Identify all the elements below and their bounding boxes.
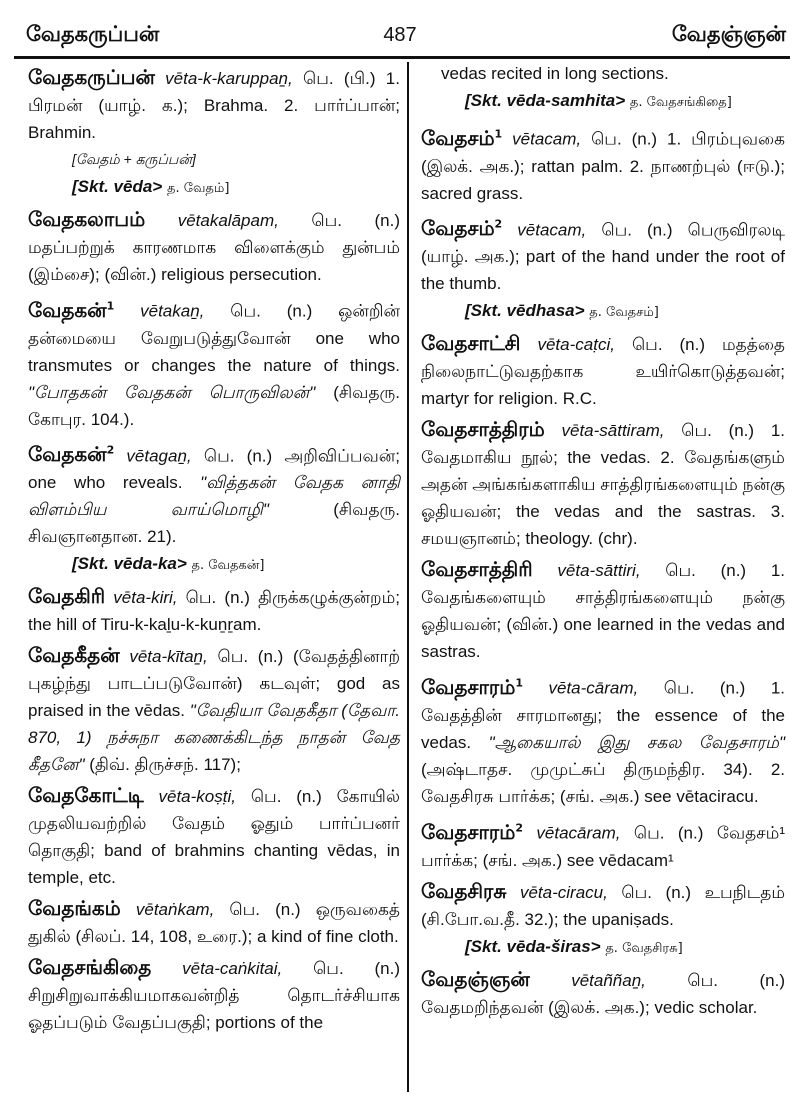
homonym-number: 2 bbox=[106, 443, 115, 457]
transliteration: vētakaṉ, bbox=[140, 301, 205, 321]
part-of-speech: பெ. (n.) bbox=[250, 787, 322, 807]
derivation-text: [வேதம் + கருப்பன்] bbox=[72, 151, 196, 167]
transliteration: vēta-kiri, bbox=[113, 588, 178, 608]
part-of-speech: பெ. (n.) bbox=[203, 446, 273, 466]
transliteration: vēta-sāttiram, bbox=[561, 421, 665, 441]
headword: வேதசாத்திரம் bbox=[421, 417, 545, 442]
etymology-source: [Skt. vēda-samhita> bbox=[465, 91, 626, 110]
citation-source: (சிவதரு. கோபுர. 104.). bbox=[28, 382, 400, 429]
derivation-note bbox=[28, 146, 400, 173]
definition: திருக்கழுக்குன்றம்; the hill of Tiru-k-kaḻu-k-kuṉṟam. bbox=[28, 588, 400, 635]
headword: வேதஞ்ஞன் bbox=[421, 966, 530, 991]
headword: வேதசாத்திரி bbox=[421, 557, 533, 582]
running-head-left: வேதகருப்பன் bbox=[26, 22, 160, 46]
etymology-source: [Skt. vēda> bbox=[72, 177, 163, 196]
homonym-number: 1 bbox=[106, 299, 115, 312]
dictionary-entry bbox=[421, 120, 785, 207]
headword: வேதசாரம்$^1$ bbox=[421, 674, 523, 699]
part-of-speech: பெ. (n.) bbox=[591, 129, 658, 149]
continuation-text: vedas recited in long sections. bbox=[441, 64, 669, 83]
headword: வேதசாட்சி bbox=[421, 331, 521, 356]
headword: வேதசாரம்$^2$ bbox=[421, 819, 523, 844]
definition: உபநிடதம் (சி.போ.வ.தீ. 32.); the upaniṣads. bbox=[421, 882, 786, 929]
citation-quote: "போதகன் வேதகன் பொருவிலன்" bbox=[28, 382, 316, 402]
part-of-speech: பெ. (n.) bbox=[311, 211, 400, 230]
definition: 1. வேதங்களையும் சாத்திரங்களையும் நன்கு ஓதியவன்; (வின்.) one learned in the vedas and sastras. bbox=[421, 561, 785, 662]
etymology bbox=[28, 550, 400, 579]
headword: வேதகோட்டி bbox=[28, 783, 144, 808]
citation-quote: "வேதியா வேதகீதா (தேவா. 870, 1) நச்சுநா கணைக்கிடந்த நாதன் வேத கீதனே" bbox=[28, 701, 400, 775]
right-column bbox=[421, 60, 785, 1021]
headword: வேதகீதன் bbox=[28, 643, 120, 668]
transliteration: vēta-koṣṭi, bbox=[158, 787, 236, 807]
part-of-speech: பெ. (n.) bbox=[229, 900, 301, 920]
part-of-speech: பெ. (n.) bbox=[185, 588, 250, 608]
dictionary-entry bbox=[421, 211, 785, 298]
citation-quote: "வித்தகன் வேதக னாதி விளம்பிய வாய்மொழி" bbox=[28, 473, 400, 520]
headword: வேதசங்கிதை bbox=[28, 955, 152, 980]
definition: மதப்பற்றுக் காரணமாக விளைக்கும் துன்பம் (இம்சை); (வின்.) religious persecution. bbox=[28, 238, 400, 284]
dictionary-entry bbox=[421, 330, 785, 412]
citation-source: (திவ். திருச்சந். 117); bbox=[89, 755, 241, 775]
part-of-speech: பெ. (n.) bbox=[665, 561, 747, 581]
etymology bbox=[421, 297, 785, 326]
homonym-number: 2 bbox=[494, 217, 503, 231]
transliteration: vētagaṉ, bbox=[126, 446, 192, 466]
etymology bbox=[421, 933, 785, 962]
definition: வேதமறிந்தவன் (இலக். அக.); vedic scholar. bbox=[421, 997, 758, 1017]
definition: 1. பிரம்புவகை (இலக். அக.); rattan palm. 2. நாணற்புல் (ஈடு.); sacred grass. bbox=[421, 129, 786, 203]
headword: வேதசம்$^1$ bbox=[421, 125, 503, 150]
headword: வேதகிரி bbox=[28, 584, 106, 609]
dictionary-entry bbox=[28, 895, 400, 950]
definition: கோயில் முதலியவற்றில் வேதம் ஓதும் பார்ப்பனர் தொகுதி; band of brahmins chanting vēdas, in temple, etc. bbox=[28, 787, 400, 888]
definition: ஒருவகைத் துகில் (சிலப். 14, 108, உரை.); a kind of fine cloth. bbox=[28, 900, 400, 947]
dictionary-entry bbox=[28, 437, 400, 551]
definition: மதத்தை நிலைநாட்டுவதற்காக உயிர்கொடுத்தவன்; martyr for religion. R.C. bbox=[421, 335, 785, 409]
dictionary-entry bbox=[421, 416, 785, 552]
definition: 1. வேதமாகிய நூல்; the vedas. 2. வேதங்களும் அதன் அங்கங்களாகிய சாத்திரங்களையும் நன்கு ஓதியவன்; the vedas and the sastras. 3. சமயஞானம்; theology. (chr). bbox=[421, 421, 785, 549]
headword: வேதங்கம் bbox=[28, 896, 121, 921]
etymology bbox=[28, 173, 400, 202]
entry-continuation bbox=[421, 60, 785, 87]
transliteration: vēta-k-karuppaṉ, bbox=[165, 69, 293, 88]
dictionary-entry bbox=[28, 642, 400, 778]
dictionary-entry bbox=[421, 966, 785, 1021]
part-of-speech: பெ. (n.) bbox=[601, 220, 673, 240]
part-of-speech: பெ. (பி.) bbox=[303, 69, 376, 88]
part-of-speech: பெ. (n.) bbox=[631, 335, 706, 355]
dictionary-entry bbox=[28, 206, 400, 288]
definition: (வேதத்தினாற் புகழ்ந்து பாடப்படுவோன்) கடவுள்; god as praised in the vēdas. bbox=[28, 647, 401, 721]
citation-quote: "ஆகையால் இது சகல வேதசாரம்" bbox=[488, 732, 785, 752]
dictionary-entry bbox=[421, 814, 785, 874]
homonym-number: 2 bbox=[515, 820, 523, 834]
citation-source: (சிவதரு. சிவஞானதான. 21). bbox=[28, 500, 400, 547]
definition: வேதசம்¹ பார்க்க; (சங். அக.) see vēdacam¹ bbox=[421, 823, 785, 870]
etymology bbox=[421, 87, 785, 116]
transliteration: vētaṅkam, bbox=[135, 900, 215, 920]
etymology-tamil: த. வேதசிரசு] bbox=[605, 940, 683, 956]
etymology-source: [Skt. vēda-ka> bbox=[72, 554, 187, 574]
definition: 1. பிரமன் (யாழ். க.); Brahma. 2. பார்ப்பான்; Brahmin. bbox=[28, 69, 400, 142]
definition: ஒன்றின் தன்மையை வேறுபடுத்துவோன் one who transmutes or changes the nature of things. bbox=[28, 301, 400, 375]
part-of-speech: பெ. (n.) bbox=[681, 421, 755, 441]
headword: வேதசம்$^2$ bbox=[421, 216, 503, 241]
transliteration: vētacāram, bbox=[536, 823, 621, 843]
headword: வேதகருப்பன் bbox=[28, 65, 155, 89]
homonym-number: 1 bbox=[515, 676, 523, 690]
transliteration: vēta-caṭci, bbox=[537, 335, 615, 355]
headword: வேதகன்$^1$ bbox=[28, 297, 115, 322]
part-of-speech: பெ. (n.) bbox=[313, 959, 400, 979]
transliteration: vētacam, bbox=[512, 129, 582, 149]
transliteration: vēta-cāram, bbox=[548, 678, 639, 698]
running-head-right: வேதஞ்ஞன் bbox=[671, 22, 786, 46]
transliteration: vētakalāpam, bbox=[177, 211, 279, 230]
part-of-speech: பெ. (n.) bbox=[230, 301, 313, 321]
left-column bbox=[28, 60, 400, 1036]
definition: சிறுசிறுவாக்கியமாகவன்றித் தொடர்ச்சியாக ஓதப்படும் வேதப்பகுதி; portions of the bbox=[28, 986, 400, 1033]
part-of-speech: பெ. (n.) bbox=[687, 970, 785, 990]
part-of-speech: பெ. (n.) bbox=[663, 678, 746, 698]
etymology-tamil: த. வேதகன்] bbox=[191, 558, 265, 574]
citation-source: (அஷ்டாதச. முமுட்சுப் திருமந்திர. 34). 2. வேதசிரசு பார்க்க; (சங். அக.) see vētaciracu. bbox=[421, 759, 785, 806]
definition: பெருவிரலடி (யாழ். அக.); part of the hand under the root of the thumb. bbox=[421, 220, 785, 294]
etymology-tamil: த. வேதம்] bbox=[166, 181, 230, 196]
dictionary-entry bbox=[421, 556, 785, 665]
part-of-speech: பெ. (n.) bbox=[633, 823, 704, 843]
part-of-speech: பெ. (n.) bbox=[621, 882, 692, 902]
etymology-source: [Skt. vēda-širas> bbox=[465, 936, 601, 956]
transliteration: vēta-caṅkitai, bbox=[182, 959, 283, 979]
part-of-speech: பெ. (n.) bbox=[217, 647, 284, 667]
page-number: 487 bbox=[383, 24, 417, 46]
dictionary-entry bbox=[28, 292, 400, 433]
definition: அறிவிப்பவன்; one who reveals. bbox=[28, 446, 400, 493]
etymology-source: [Skt. vēdhasa> bbox=[465, 301, 585, 321]
dictionary-entry bbox=[28, 64, 400, 146]
headword: வேதசிரசு bbox=[421, 878, 507, 903]
transliteration: vēta-ciracu, bbox=[519, 882, 608, 902]
dictionary-entry bbox=[28, 782, 400, 891]
etymology-tamil: த. வேதசங்கிதை] bbox=[629, 95, 732, 110]
headword: வேதகன்$^2$ bbox=[28, 442, 115, 467]
transliteration: vēta-kītaṉ, bbox=[129, 647, 208, 667]
dictionary-entry bbox=[28, 954, 400, 1036]
etymology-tamil: த. வேதசம்] bbox=[589, 305, 659, 321]
transliteration: vēta-sāttiri, bbox=[557, 561, 641, 581]
transliteration: vētaññaṉ, bbox=[571, 970, 646, 990]
dictionary-entry bbox=[28, 583, 400, 638]
headword: வேதகலாபம் bbox=[28, 207, 146, 231]
dictionary-entry bbox=[421, 669, 785, 810]
homonym-number: 1 bbox=[494, 127, 503, 140]
column-divider bbox=[407, 62, 409, 1092]
dictionary-entry bbox=[421, 878, 785, 933]
definition: 1. வேதத்தின் சாரமானது; the essence of the vedas. bbox=[421, 678, 786, 752]
header-rule bbox=[14, 56, 790, 59]
transliteration: vētacam, bbox=[517, 220, 587, 240]
